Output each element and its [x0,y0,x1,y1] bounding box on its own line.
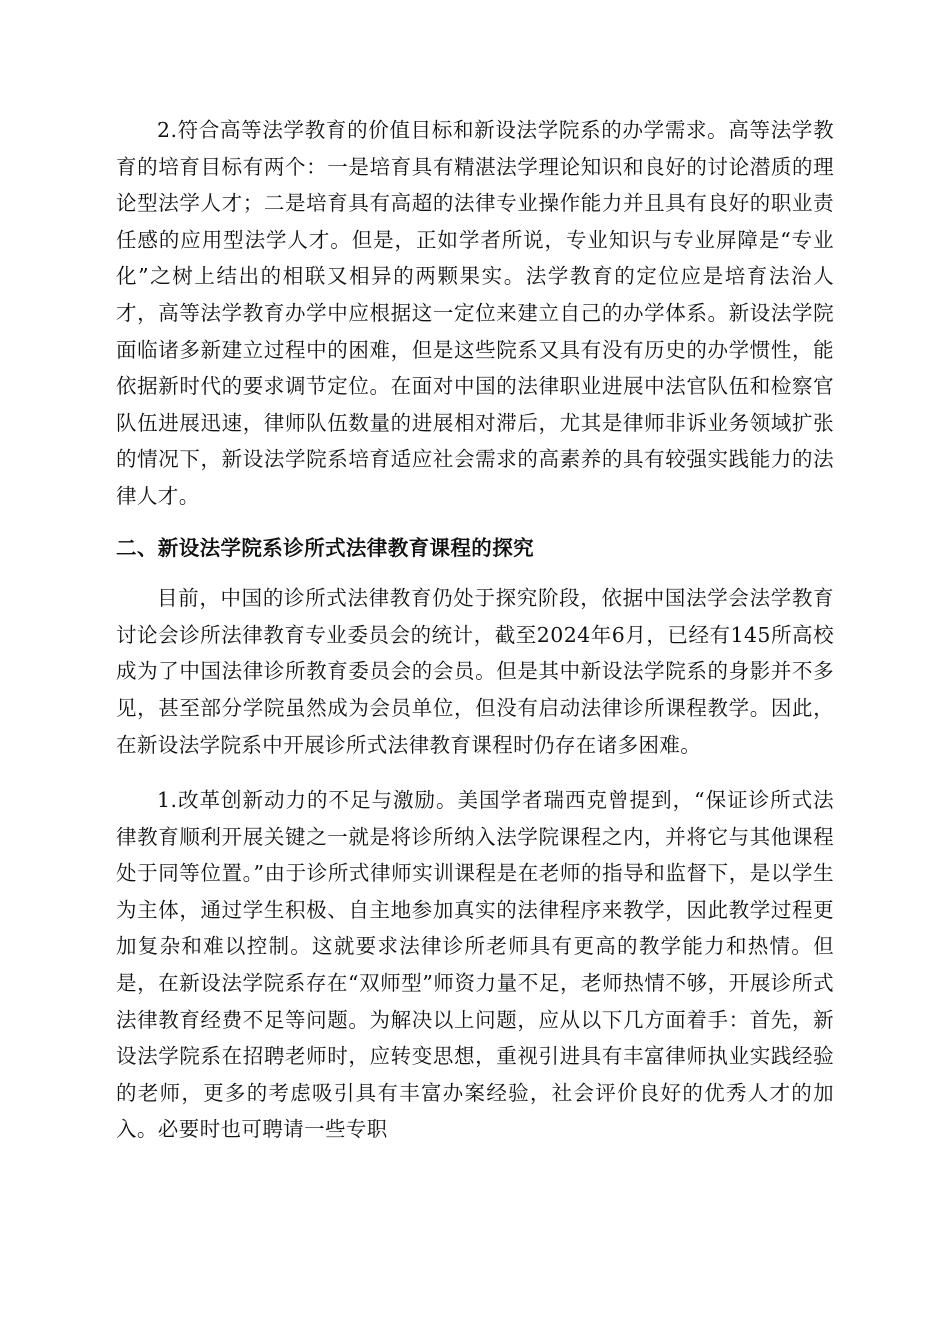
body-paragraph: 2.符合高等法学教育的价值目标和新设法学院系的办学需求。高等法学教育的培育目标有两个：一是培育具有精湛法学理论知识和良好的讨论潜质的理论型法学人才；二是培育具有高超的法律专业操作能力并且具有良好的职业责任感的应用型法学人才。但是，正如学者所说，专业知识与专业屏障是“专业化”之树上结出的相联又相异的两颗果实。法学教育的定位应是培育法治人才，高等法学教育办学中应根据这一定位来建立自己的办学体系。新设法学院面临诸多新建立过程中的困难，但是这些院系又具有没有历史的办学惯性，能依据新时代的要求调节定位。在面对中国的法律职业进展中法官队伍和检察官队伍进展迅速，律师队伍数量的进展相对滞后，尤其是律师非诉业务领域扩张的情况下，新设法学院系培育适应社会需求的高素养的具有较强实践能力的法律人才。 [116,118,834,508]
body-paragraph: 目前，中国的诊所式法律教育仍处于探究阶段，依据中国法学会法学教育讨论会诊所法律教育专业委员会的统计，截至2024年6月，已经有145所高校成为了中国法律诊所教育委员会的会员。但是其中新设法学院系的身影并不多见，甚至部分学院虽然成为会员单位，但没有启动法律诊所课程教学。因此，在新设法学院系中开展诊所式法律教育课程时仍存在诸多困难。 [116,586,834,757]
body-paragraph: 1.改革创新动力的不足与激励。美国学者瑞西克曾提到，“保证诊所式法律教育顺利开展关键之一就是将诊所纳入法学院课程之内，并将它与其他课程处于同等位置。”由于诊所式律师实训课程是在老师的指导和监督下，是以学生为主体，通过学生积极、自主地参加真实的法律程序来教学，因此教学过程更加复杂和难以控制。这就要求法律诊所老师具有更高的教学能力和热情。但是，在新设法学院系存在“双师型”师资力量不足，老师热情不够，开展诊所式法律教育经费不足等问题。为解决以上问题，应从以下几方面着手：首先，新设法学院系在招聘老师时，应转变思想，重视引进具有丰富律师执业实践经验的老师，更多的考虑吸引具有丰富办案经验，社会评价良好的优秀人才的加入。必要时也可聘请一些专职 [116,788,834,1142]
section-heading: 二、新设法学院系诊所式法律教育课程的探究 [116,535,534,560]
document-page [116,112,834,1148]
